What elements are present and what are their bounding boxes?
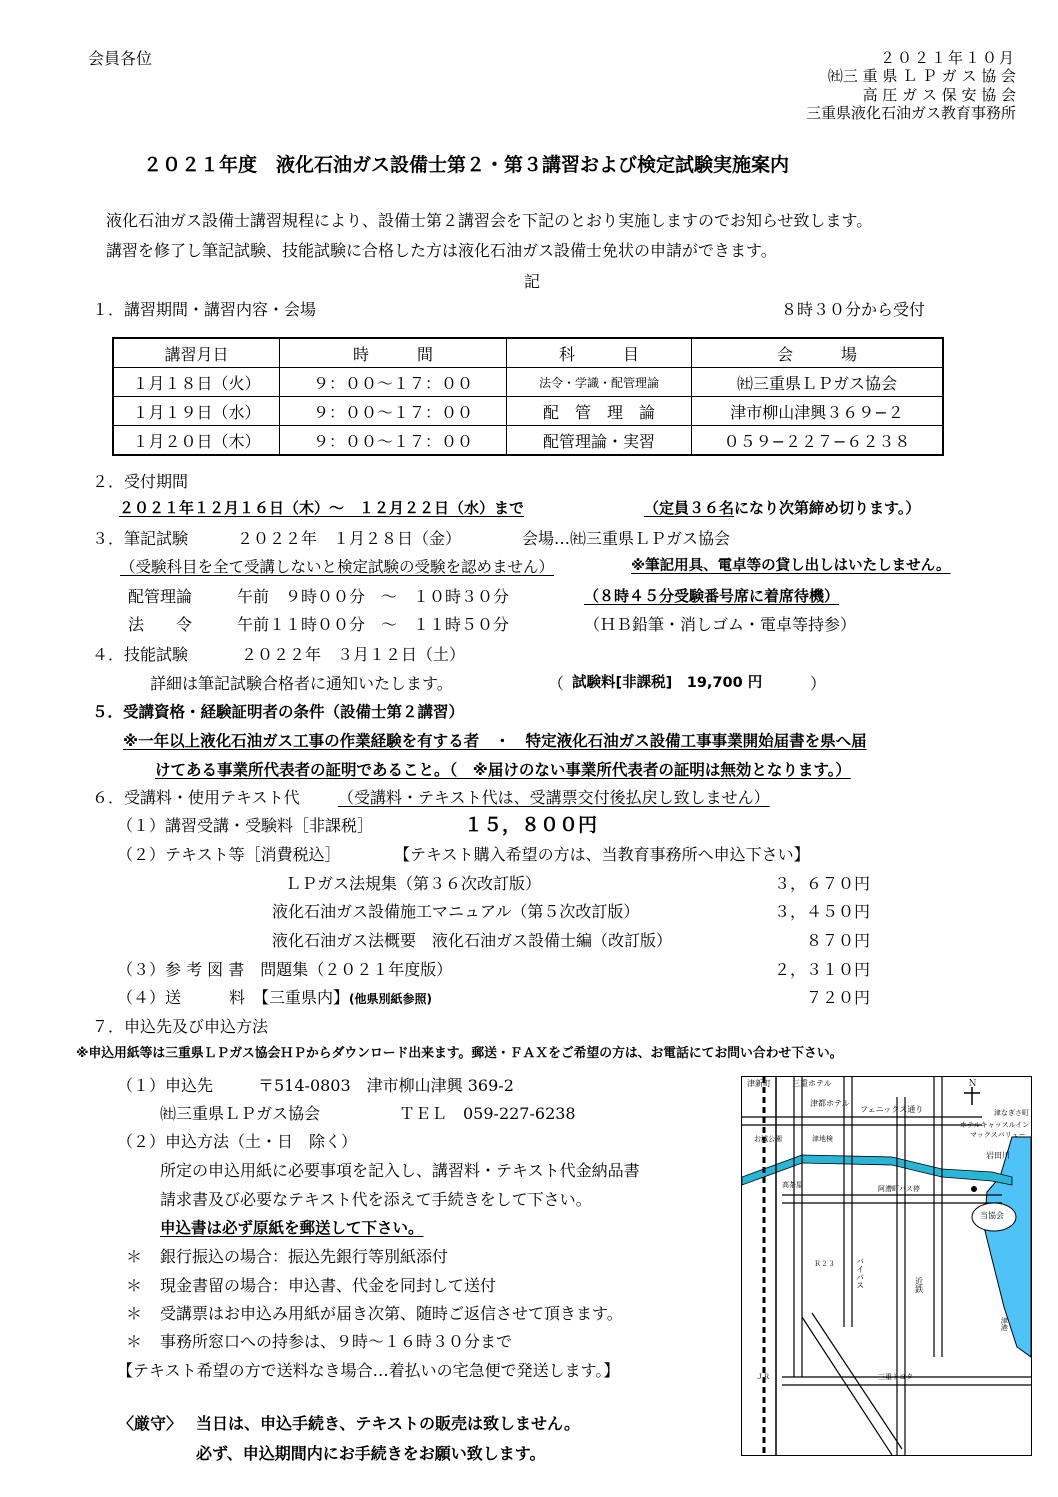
download-notice: ※申込用紙等は三重県ＬＰガス協会ＨＰからダウンロード出来ます。郵送・ＦＡＸをご希望の方は、お電話にてお問い合わせ下さい。 [76,1046,843,1061]
skill-exam-detail: 詳細は筆記試験合格者に通知いたします。 [150,674,453,693]
fee-item4-label [117,988,432,1007]
written-exam-date: ２０２２年 １月２８日（金） [237,529,462,548]
table-row [113,426,943,456]
sec5-heading: ５．受講資格・経験証明者の条件（設備士第２講習） [92,703,465,721]
table-cell: １月１８日（火） [113,368,280,397]
footer-line2: 必ず、申込期間内にお手続きをお願い致します。 [196,1444,546,1463]
map-label: バイパス [855,1257,865,1289]
map-label: 当協会 [980,1211,1004,1220]
sec3-label: ３．筆記試験 [92,529,189,548]
exam-time-law: 午前１１時００分 〜 １１時５０分 [237,615,510,634]
apply-dest-label: （１）申込先 [117,1076,214,1095]
seat-wait-note: （８時４５分受験番号席に着席待機） [584,587,840,605]
map-label: Ｒ２３ [814,1260,835,1268]
fee-item1-label: （１）講習受講・受験料［非課税］ [117,816,374,835]
list-item: 銀行振込の場合：振込先銀行等別紙添付 [160,1247,449,1266]
table-cell: ㈳三重県ＬＰガス協会 [692,368,944,397]
sec6-heading: ６．受講料・使用テキスト代 [92,788,300,807]
skill-exam-date: ２０２２年 ３月１２日（土） [241,645,466,664]
table-cell: ９：００〜１７：００ [280,426,507,456]
exam-subject-law: 法 令 [128,615,193,634]
intro-line2: 講習を修了し筆記試験、技能試験に合格した方は液化石油ガス設備士免状の申請ができます。 [106,241,777,260]
table-row [113,397,943,426]
fee-item4-text: （４）送 料 【三重県内】 [117,988,350,1007]
ki-mark: 記 [524,272,541,291]
issue-date: ２０２１年１０月 [879,49,1016,67]
no-refund-note: （受講料・テキスト代は、受講票交付後払戻し致しません） [338,788,770,807]
bring-items-note: （ＨＢ鉛筆・消しゴム・電卓等持参） [584,615,857,634]
table-cell: 津市柳山津興３６９−２ [692,397,944,426]
reception-period: ２０２１年１２月１６日（木）〜 １２月２２日（水）まで [119,499,525,517]
strict-label: 〈厳守〉 [118,1414,183,1433]
map-label: 津港 [1000,1317,1009,1331]
map-label: 近鉄 [914,1277,924,1293]
footer-line1: 当日は、申込手続き、テキストの販売は致しません。 [196,1414,581,1433]
map-label: ホテルキャッスルイン [960,1121,1030,1129]
fee-item2-label: （２）テキスト等［消費税込］ [117,845,341,864]
map-label: フェニックス通り [860,1105,924,1114]
exam-requirement-note: （受験科目を全て受講しないと検定試験の受験を認めません） [120,558,555,576]
written-exam-venue: 会場…㈳三重県ＬＰガス協会 [522,529,731,548]
map-label: 津新町 [747,1079,771,1088]
table-cell: １月１９日（水） [113,397,280,426]
map-label: 津なぎさ町 [994,1109,1029,1117]
org-hpgas: 高 圧 ガ ス 保 安 協 会 [862,86,1016,104]
map-label: 岩田川 [986,1151,1010,1160]
no-lending-note: ※筆記用具、電卓等の貸し出しはいたしません。 [631,558,951,574]
exam-subject-piping: 配管理論 [128,587,193,606]
bullet-mark: ＊ [126,1304,143,1323]
map-label: 三重トヨタ [878,1373,913,1381]
table-header: 科 目 [507,338,692,368]
map-label: 津地検 [812,1135,833,1143]
schedule-table [112,337,944,456]
list-item: 受講票はお申込み用紙が届き次第、随時ご返信させて頂きます。 [160,1304,623,1323]
map-label: ＪＲ [756,1373,770,1381]
text-item-price: ３，６７０円 [773,874,870,893]
table-cell: 法令・学識・配管理論 [507,368,692,397]
north-label: Ｎ [968,1079,978,1089]
map-label: 阿漕町バス停 [878,1185,920,1193]
apply-method-label: （２）申込方法（土・日 除く） [117,1132,358,1151]
sec2-heading: ２．受付期間 [92,472,189,491]
table-cell: 配 管 理 論 [507,397,692,426]
table-header: 会 場 [692,338,944,368]
fee-item3-price: ２，３１０円 [773,960,870,979]
org-lpgas: ㈳三 重 県 Ｌ Ｐ ガ ス 協 会 [827,67,1016,85]
table-header: 時 間 [280,338,507,368]
skill-exam-fee-close: ） [810,674,827,693]
capacity-note-pre: （定員３６名 [644,499,735,517]
capacity-note-post: になり次第締め切ります。） [734,499,921,517]
apply-method-line1: 所定の申込用紙に必要事項を記入し、講習料・テキスト代金納品書 [160,1161,640,1180]
recipient: 会員各位 [88,49,153,68]
qualification-line2: けてある事業所代表者の証明であること。（ ※届けのない事業所代表者の証明は無効となります。） [155,761,851,779]
venue-marker [971,1186,977,1192]
apply-dest-tel: ＴＥＬ 059-227-6238 [399,1104,576,1123]
apply-dest-address: 〒514-0803 津市柳山津興 369-2 [258,1076,514,1095]
table-cell: １月２０日（木） [113,426,280,456]
map-label: 高茶屋 [782,1181,803,1189]
apply-dest-org: ㈳三重県ＬＰガス協会 [160,1104,321,1123]
location-map [741,1076,1032,1456]
text-item-price: ３，４５０円 [773,902,870,921]
text-item-price: ８７０円 [805,931,870,950]
fee-item2-note: 【テキスト購入希望の方は、当教育事務所へ申込下さい】 [394,845,810,864]
sec1-heading: １．講習期間・講習内容・会場 [92,300,317,319]
fee-item4-small: (他県別紙参照) [349,992,432,1006]
fee-item1-amount: １５，８００円 [464,814,598,836]
bullet-mark: ＊ [126,1247,143,1266]
qualification-line1: ※一年以上液化石油ガス工事の作業経験を有する者 ・ 特定液化石油ガス設備工事事業開始届書を県へ届 [123,732,867,750]
table-header: 講習月日 [113,338,280,368]
fee-item3-label: （３）参 考 図 書 問題集（２０２１年度版） [117,960,453,979]
intro-line1: 液化石油ガス設備士講習規程により、設備士第２講習会を下記のとおり実施しますのでお知らせ致します。 [106,211,873,230]
table-cell: ９：００〜１７：００ [280,397,507,426]
text-item-name: ＬＰガス法規集（第３６次改訂版） [285,874,542,893]
sec7-heading: ７．申込先及び申込方法 [92,1017,269,1036]
apply-method-line2: 請求書及び必要なテキスト代を添えて手続きをして下さい。 [160,1190,592,1209]
exam-time-piping: 午前 ９時００分 〜 １０時３０分 [237,587,510,606]
org-education: 三重県液化石油ガス教育事務所 [805,104,1016,122]
list-item: 現金書留の場合：申込書、代金を同封して送付 [160,1276,497,1295]
table-row [113,368,943,397]
fee-item4-price: ７２０円 [805,988,870,1007]
page-title: ２０２１年度 液化石油ガス設備士第２・第３講習および検定試験実施案内 [143,154,790,176]
table-cell: ９：００〜１７：００ [280,368,507,397]
original-mail-note: 申込書は必ず原紙を郵送して下さい。 [160,1219,424,1237]
table-cell: 配管理論・実習 [507,426,692,456]
skill-exam-fee: 試験料[非課税] 19,700 円 [572,675,763,691]
bullet-mark: ＊ [126,1276,143,1295]
map-label: マックスバリュー [970,1131,1026,1139]
map-label: 三重ホテル [792,1079,832,1088]
map-label: お城公園 [754,1135,782,1143]
text-item-name: 液化石油ガス法概要 液化石油ガス設備士編（改訂版） [272,931,673,950]
map-label: 津都ホテル [810,1099,850,1108]
capacity-note [644,499,920,517]
reception-time: ８時３０分から受付 [781,300,926,319]
text-item-name: 液化石油ガス設備施工マニュアル（第５次改訂版） [272,902,640,921]
sec4-label: ４．技能試験 [92,645,189,664]
bullet-mark: ＊ [126,1332,143,1351]
skill-exam-fee-open: （ [548,674,565,693]
table-cell: ０５９−２２７−６２３８ [692,426,944,456]
table-header-row [113,338,943,368]
cod-note: 【テキスト希望の方で送料なき場合…着払いの宅急便で発送します。】 [117,1361,620,1380]
list-item: 事務所窓口への持参は、９時〜１６時３０分まで [160,1332,513,1351]
